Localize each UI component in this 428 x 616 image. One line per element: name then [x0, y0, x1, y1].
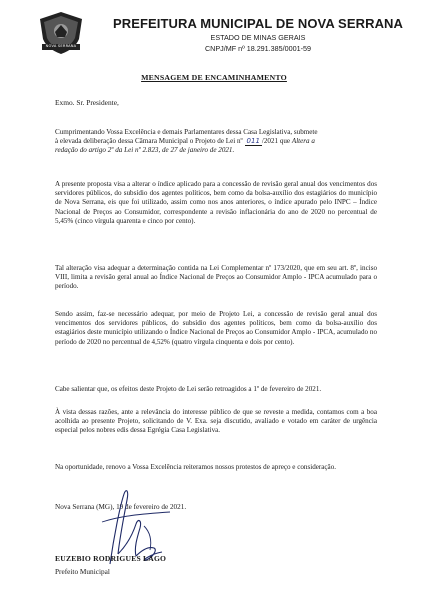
paragraph-5: Cabe salientar que, os efeitos deste Projeto de Lei serão retroagidos a 1º de fevereiro de 2021. — [55, 385, 322, 393]
paragraph-1-line-3: redação do artigo 2º da Lei nº 2.823, de 27 de janeiro de 2021. — [55, 146, 235, 154]
greeting: Exmo. Sr. Presidente, — [55, 98, 119, 107]
coat-of-arms-icon — [35, 9, 87, 57]
paragraph-2: A presente proposta visa a alterar o índice aplicado para a concessão de revisão geral anual dos vencimentos dos servidores públicos, do subsídio dos agentes políticos, bem como da bolsa-auxílio dos estagiários do município de Nova Serrana, eis que foi utilizado, assim como nos anos anteriores, o índice apurado pelo INPC – Índice Nacional de Preços ao Consumidor, correspondente a revisão inflacionária do ano de 2020 no percentual de 5,45% (cinco vírgula quarenta e cinco por cento). — [55, 180, 377, 225]
date-line: Nova Serrana (MG), 19 de fevereiro de 2021. — [55, 503, 187, 511]
handwritten-bill-number: 011 — [246, 137, 260, 145]
paragraph-7: Na oportunidade, renovo a Vossa Excelência reiteramos nossos protestos de apreço e consideração. — [55, 463, 337, 471]
document-title: MENSAGEM DE ENCAMINHAMENTO — [141, 73, 287, 82]
state-name: ESTADO DE MINAS GERAIS — [210, 33, 306, 42]
crest-banner-text: NOVA SERRANA — [45, 44, 77, 48]
paragraph-1-line-1: Cumprimentando Vossa Excelência e demais Parlamentares dessa Casa Legislativa, submete — [55, 128, 318, 136]
paragraph-1-text-c: Altera a — [291, 137, 315, 145]
paragraph-1-text-a: à elevada deliberação dessa Câmara Municipal o Projeto de Lei nº — [55, 137, 243, 145]
paragraph-1-text-b: /2021 que — [261, 137, 291, 145]
signer-role: Prefeito Municipal — [55, 567, 110, 576]
signer-name: EUZEBIO RODRIGUES LAGO — [55, 554, 167, 563]
paragraph-6: À vista dessas razões, ante a relevância do interesse público de que se reveste a medida, contamos com a boa acolhida ao presente Projeto, solicitando de V. Exa. seja discutido, avaliado e votado em caráter de urgência especial pelos nobres edis dessa Egrégia Casa Legislativa. — [55, 408, 377, 435]
paragraph-4: Sendo assim, faz-se necessário adequar, por meio de Projeto Lei, a concessão de revisão geral anual dos vencimentos dos servidores públicos, do subsídio dos agentes políticos, bem como da bolsa-auxílio dos estagiários deste município utilizando o Índice Nacional de Preços ao Consumidor Amplo - IPCA, acumulado no período de 2020 no percentual de 4,52% (quatro vírgula cinquenta e dois por cento). — [55, 310, 377, 346]
municipality-title: PREFEITURA MUNICIPAL DE NOVA SERRANA — [112, 16, 404, 31]
paragraph-1-line-2 — [55, 137, 315, 145]
paragraph-3: Tal alteração visa adequar a determinação contida na Lei Complementar nº 173/2020, que em seu art. 8º, inciso VIII, limita a revisão geral anual ao Índice Nacional de Preços ao Consumidor Amplo - IPCA acumulado para o período. — [55, 264, 377, 291]
cnpj-number: CNPJ/MF nº 18.291.385/0001-59 — [204, 44, 312, 53]
